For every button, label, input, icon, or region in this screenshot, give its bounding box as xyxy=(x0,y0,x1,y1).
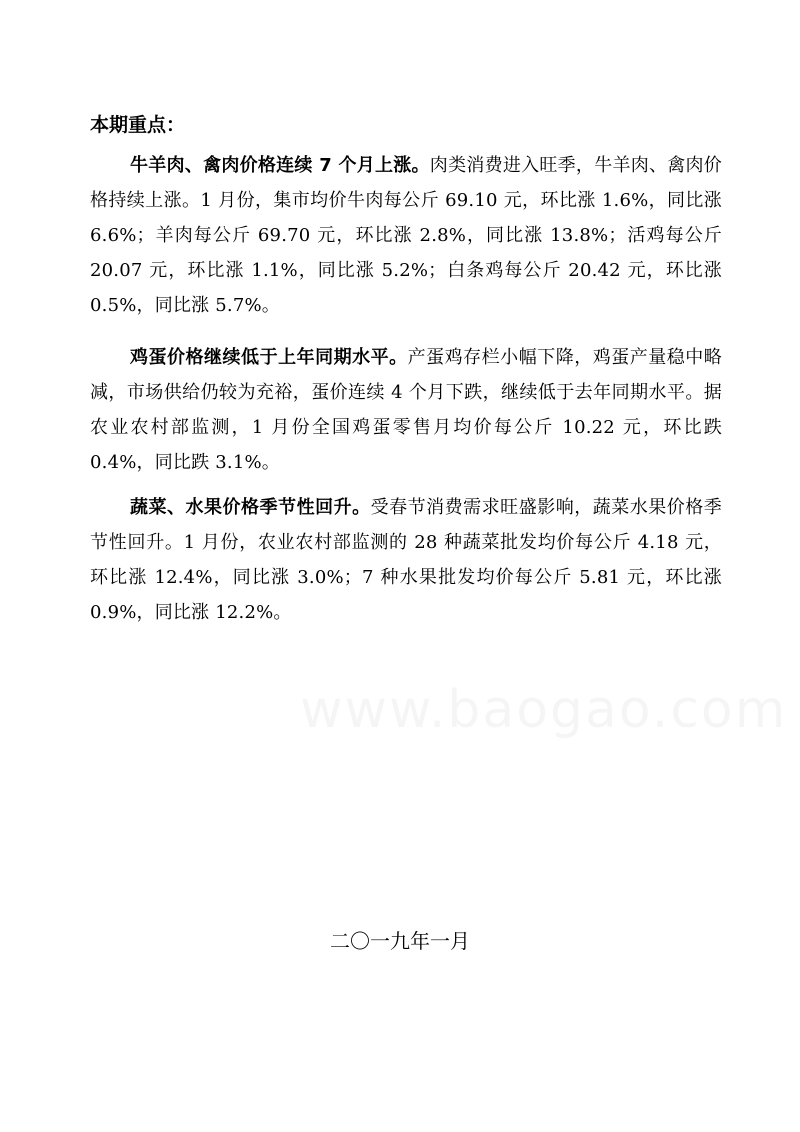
paragraph-body: 受春节消费需求旺盛影响，蔬菜水果价格季节性回升。1 月份，农业农村部监测的 28 种蔬菜批发均价每公斤 4.18 元，环比涨 12.4%，同比涨 3.0%；7 种水果批发均价每公斤 5.81 元，环比涨 0.9%，同比涨 12.2%。 xyxy=(90,497,722,623)
paragraph-body: 肉类消费进入旺季，牛羊肉、禽肉价格持续上涨。1 月份，集市均价牛肉每公斤 69.10 元，环比涨 1.6%，同比涨 6.6%；羊肉每公斤 69.70 元，环比涨 2.8%，同比涨 13.8%；活鸡每公斤 20.07 元，环比涨 1.1%，同比涨 5.2%；白条鸡每公斤 20.42 元，环比涨 0.5%，同比涨 5.7%。 xyxy=(90,155,722,316)
paragraph-egg-prices xyxy=(90,340,722,480)
paragraph-lead: 牛羊肉、禽肉价格连续 7 个月上涨。 xyxy=(130,155,430,176)
watermark xyxy=(300,680,787,740)
paragraph-vegetable-fruit-prices xyxy=(90,490,722,630)
paragraph-lead: 鸡蛋价格继续低于上年同期水平。 xyxy=(130,347,408,368)
section-heading: 本期重点： xyxy=(90,114,186,136)
paragraph-meat-prices xyxy=(90,148,722,323)
paragraph-body: 产蛋鸡存栏小幅下降，鸡蛋产量稳中略减，市场供给仍较为充裕，蛋价连续 4 个月下跌，继续低于去年同期水平。据农业农村部监测，1 月份全国鸡蛋零售月均价每公斤 10.22 元，环比跌 0.4%，同比跌 3.1%。 xyxy=(90,347,722,473)
document-date: 二〇一九年一月 xyxy=(330,929,470,953)
paragraph-lead: 蔬菜、水果价格季节性回升。 xyxy=(130,497,371,518)
